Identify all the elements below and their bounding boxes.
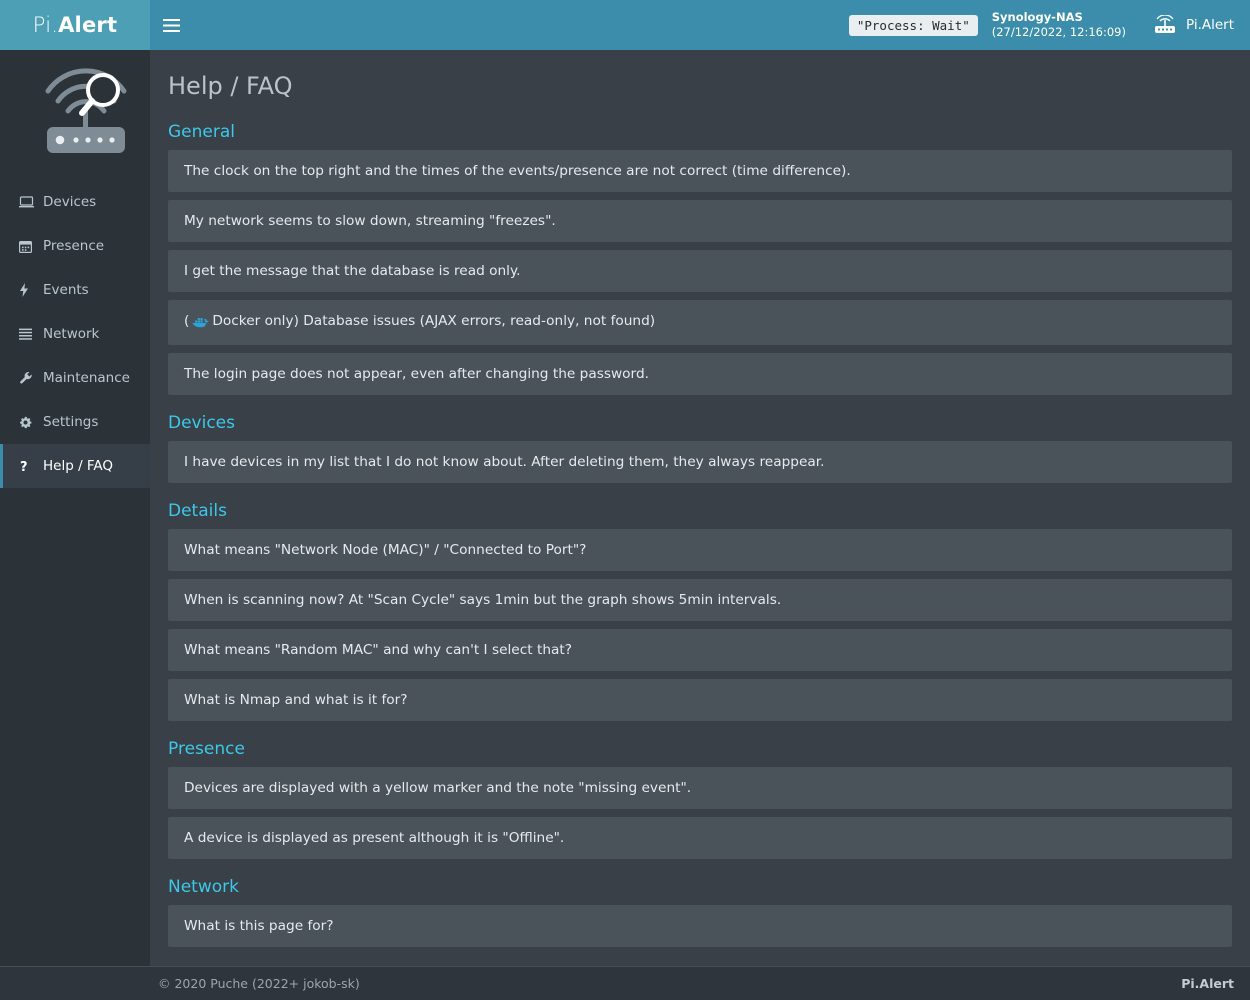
docker-icon [192, 315, 209, 332]
faq-item[interactable]: What means "Network Node (MAC)" / "Connected to Port"? [168, 529, 1232, 571]
sidebar-item-devices[interactable] [0, 180, 150, 224]
body-wrapper [0, 50, 1250, 966]
server-time: (27/12/2022, 12:16:09) [991, 25, 1126, 39]
page-title: Help / FAQ [168, 72, 293, 100]
faq-item[interactable]: I get the message that the database is read only. [168, 250, 1232, 292]
copyright-icon: © [158, 976, 171, 991]
svg-text:?: ? [20, 460, 28, 473]
server-name: Synology-NAS [991, 10, 1083, 24]
sidebar [0, 50, 150, 966]
sidebar-item-label: Network [43, 326, 100, 342]
network-device-icon [1152, 15, 1178, 35]
main-content [150, 50, 1250, 966]
faq-item[interactable]: Devices are displayed with a yellow marker and the note "missing event". [168, 767, 1232, 809]
brand-logo[interactable] [0, 0, 150, 50]
faq-list [150, 104, 1250, 955]
sidebar-item-label: Settings [43, 414, 99, 430]
faq-item[interactable]: A device is displayed as present although it is "Offline". [168, 817, 1232, 859]
faq-section-heading: Devices [168, 413, 235, 433]
faq-item[interactable]: What means "Random MAC" and why can't I select that? [168, 629, 1232, 671]
sidebar-item-label: Presence [43, 238, 105, 254]
sidebar-nav [0, 180, 150, 488]
server-info [992, 10, 1126, 40]
sidebar-item-presence[interactable] [0, 224, 150, 268]
faq-item[interactable]: The clock on the top right and the times of the events/presence are not correct (time difference). [168, 150, 1232, 192]
faq-item[interactable]: What is Nmap and what is it for? [168, 679, 1232, 721]
sidebar-item-settings[interactable] [0, 400, 150, 444]
faq-item-label: Docker only) Database issues (AJAX errors, read-only, not found) [212, 313, 656, 329]
faq-item[interactable]: My network seems to slow down, streaming "freezes". [168, 200, 1232, 242]
brand-prefix: Pi. [32, 13, 59, 37]
process-status-badge: "Process: Wait" [849, 15, 978, 36]
content-filler [150, 955, 1250, 966]
footer [0, 966, 1250, 1000]
faq-item[interactable]: I have devices in my list that I do not know about. After deleting them, they always reappear. [168, 441, 1232, 483]
user-menu[interactable] [1146, 0, 1250, 50]
user-label: Pi.Alert [1185, 17, 1234, 33]
faq-item[interactable]: The login page does not appear, even after changing the password. [168, 353, 1232, 395]
sidebar-item-label: Events [43, 282, 89, 298]
question-icon [19, 459, 43, 473]
faq-section-heading: General [168, 122, 235, 142]
sidebar-item-network[interactable] [0, 312, 150, 356]
bolt-icon [19, 283, 43, 297]
faq-item[interactable]: What is this page for? [168, 905, 1232, 947]
sidebar-item-maintenance[interactable] [0, 356, 150, 400]
sidebar-item-label: Devices [43, 194, 97, 210]
faq-item-prefix: ( [184, 313, 190, 329]
wrench-icon [19, 371, 43, 385]
list-icon [19, 328, 43, 340]
sidebar-item-help-faq[interactable] [0, 444, 150, 488]
sidebar-item-events[interactable] [0, 268, 150, 312]
hamburger-icon[interactable] [150, 0, 192, 50]
brand-suffix: Alert [58, 13, 118, 37]
gear-icon [19, 416, 43, 429]
footer-left [158, 976, 360, 991]
top-bar-right [150, 0, 1250, 50]
faq-section-heading: Network [168, 877, 239, 897]
sidebar-item-label: Maintenance [43, 370, 130, 386]
radar-search-icon [0, 50, 150, 170]
faq-section-heading: Presence [168, 739, 245, 759]
faq-section-heading: Details [168, 501, 227, 521]
faq-item[interactable] [168, 300, 1232, 345]
faq-item[interactable]: When is scanning now? At "Scan Cycle" says 1min but the graph shows 5min intervals. [168, 579, 1232, 621]
top-bar [0, 0, 1250, 50]
calendar-icon [19, 240, 43, 253]
footer-credit: 2020 Puche (2022+ jokob-sk) [174, 976, 360, 991]
laptop-icon [19, 196, 43, 208]
sidebar-item-label: Help / FAQ [43, 458, 114, 474]
footer-brand: Pi.Alert [1181, 976, 1234, 991]
